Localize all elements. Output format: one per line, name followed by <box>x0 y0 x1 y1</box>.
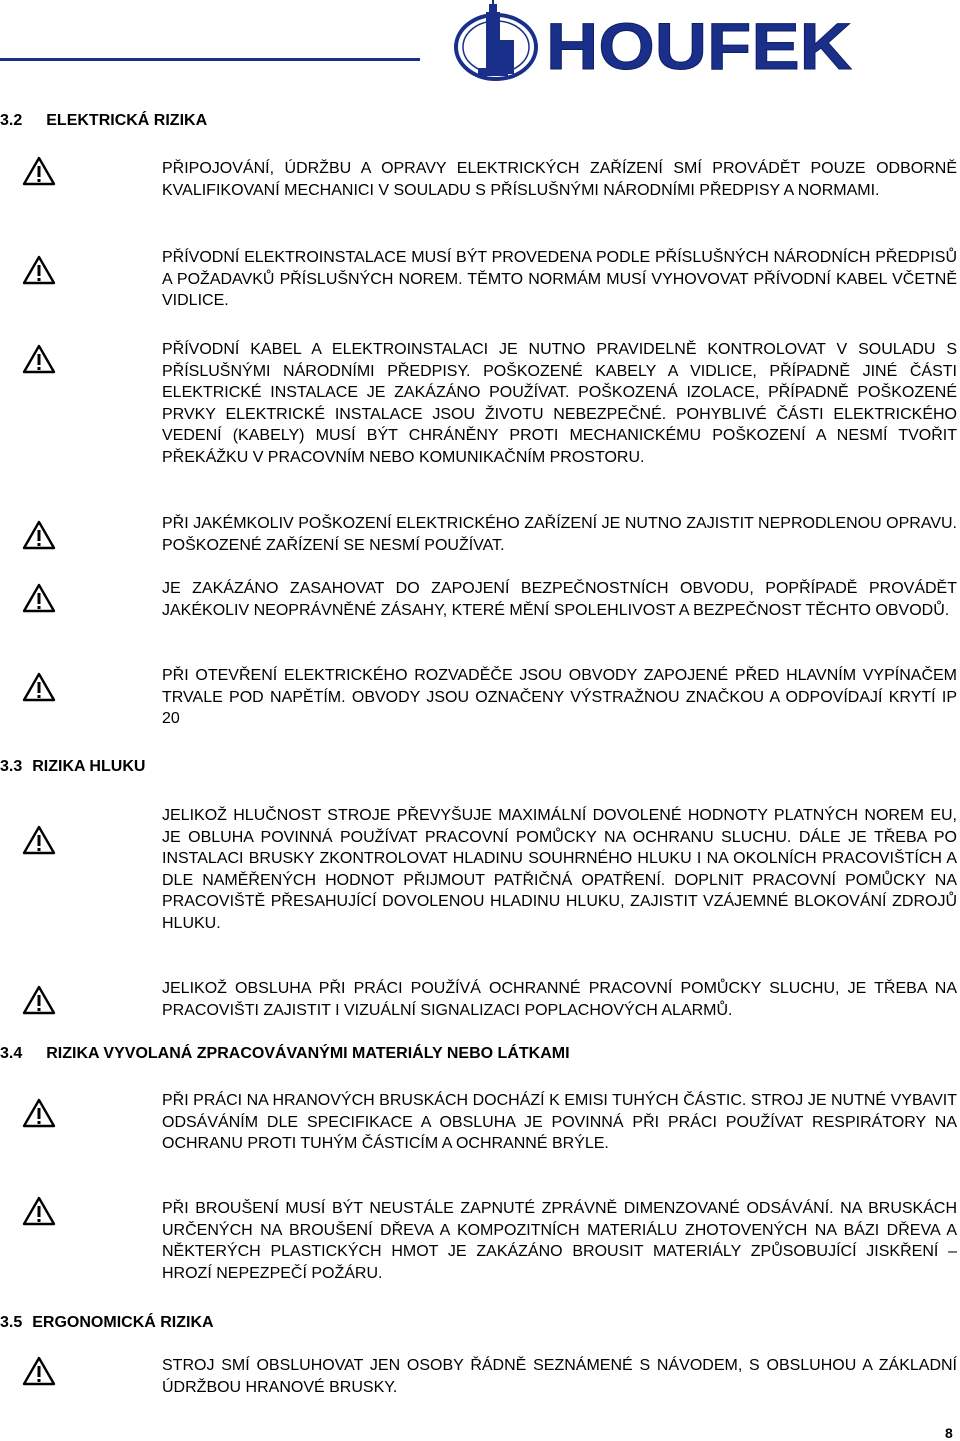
paragraph: PŘI OTEVŘENÍ ELEKTRICKÉHO ROZVADĚČE JSOU OBVODY ZAPOJENÉ PŘED HLAVNÍM VYPÍNAČEM TRVALE POD NAPĚTÍM. OBVODY JSOU OZNAČENY VÝSTRAŽNOU ZNAČKOU A ODPOVÍDAJÍ KRYTÍ IP 20 <box>162 667 957 728</box>
warning-triangle-icon <box>22 255 56 285</box>
company-logo <box>428 0 858 82</box>
section-heading: 3.3 RIZIKA HLUKU <box>0 758 146 775</box>
section-heading: 3.5 ERGONOMICKÁ RIZIKA <box>0 1314 214 1331</box>
section-heading: 3.2 ELEKTRICKÁ RIZIKA <box>0 112 208 129</box>
warning-triangle-icon <box>22 1196 56 1226</box>
paragraph: PŘI JAKÉMKOLIV POŠKOZENÍ ELEKTRICKÉHO ZAŘÍZENÍ JE NUTNO ZAJISTIT NEPRODLENOU OPRAVU. POŠKOZENÉ ZAŘÍZENÍ SE NESMÍ POUŽÍVAT. <box>162 515 957 554</box>
warning-triangle-icon <box>22 672 56 702</box>
warning-triangle-icon <box>22 985 56 1015</box>
header-rule <box>0 58 420 61</box>
paragraph: STROJ SMÍ OBSLUHOVAT JEN OSOBY ŘÁDNĚ SEZNÁMENÉ S NÁVODEM, S OBSLUHOU A ZÁKLADNÍ ÚDRŽBOU HRANOVÉ BRUSKY. <box>162 1357 957 1396</box>
paragraph: JE ZAKÁZÁNO ZASAHOVAT DO ZAPOJENÍ BEZPEČNOSTNÍCH OBVODU, POPŘÍPADĚ PROVÁDĚT JAKÉKOLIV NEOPRÁVNĚNÉ ZÁSAHY, KTERÉ MĚNÍ SPOLEHLIVOST A BEZPEČNOST TĚCHTO OBVODŮ. <box>162 580 957 619</box>
warning-triangle-icon <box>22 825 56 855</box>
paragraph: PŘI BROUŠENÍ MUSÍ BÝT NEUSTÁLE ZAPNUTÉ ZPRÁVNĚ DIMENZOVANÉ ODSÁVÁNÍ. NA BRUSKÁCH URČENÝCH NA BROUŠENÍ DŘEVA A KOMPOZITNÍCH MATERIÁLU ZHOTOVENÝCH NA BÁZI DŘEVA A NĚKTERÝCH PLASTICKÝCH HMOT JE ZAKÁZÁNO BROUSIT MATERIÁLY ZPŮSOBUJÍCÍ JISKŘENÍ – HROZÍ NEPEZPEČÍ POŽÁRU. <box>162 1200 957 1282</box>
warning-triangle-icon <box>22 520 56 550</box>
tower-emblem <box>456 0 536 79</box>
section-heading: 3.4 RIZIKA VYVOLANÁ ZPRACOVÁVANÝMI MATERIÁLY NEBO LÁTKAMI <box>0 1045 570 1062</box>
paragraph: PŘI PRÁCI NA HRANOVÝCH BRUSKÁCH DOCHÁZÍ K EMISI TUHÝCH ČÁSTIC. STROJ JE NUTNÉ VYBAVIT ODSÁVÁNÍM DLE SPECIFIKACE A OBSLUHA JE POVINNÁ PŘI PRÁCI POUŽÍVAT RESPIRÁTORY NA OCHRANU PROTI TUHÝM ČÁSTICÍM A OCHRANNÉ BRÝLE. <box>162 1092 957 1153</box>
warning-triangle-icon <box>22 1098 56 1128</box>
warning-triangle-icon <box>22 344 56 374</box>
paragraph: PŘÍVODNÍ ELEKTROINSTALACE MUSÍ BÝT PROVEDENA PODLE PŘÍSLUŠNÝCH NÁRODNÍCH PŘEDPISŮ A POŽADAVKŮ PŘÍSLUŠNÝCH NOREM. TĚMTO NORMÁM MUSÍ VYHOVOVAT PŘÍVODNÍ KABEL VČETNĚ VIDLICE. <box>162 249 957 310</box>
paragraph: JELIKOŽ OBSLUHA PŘI PRÁCI POUŽÍVÁ OCHRANNÉ PRACOVNÍ POMŮCKY SLUCHU, JE TŘEBA NA PRACOVIŠTI ZAJISTIT I VIZUÁLNÍ SIGNALIZACI POPLACHOVÝCH ALARMŮ. <box>162 980 957 1019</box>
warning-triangle-icon <box>22 1356 56 1386</box>
logo-text: HOUFEK <box>546 9 853 82</box>
warning-triangle-icon <box>22 583 56 613</box>
page-number: 8 <box>945 1425 953 1441</box>
warning-triangle-icon <box>22 156 56 186</box>
paragraph: JELIKOŽ HLUČNOST STROJE PŘEVYŠUJE MAXIMÁLNÍ DOVOLENÉ HODNOTY PLATNÝCH NOREM EU, JE OBLUHA POVINNÁ POUŽÍVAT PRACOVNÍ POMŮCKY NA OCHRANU SLUCHU. DÁLE JE TŘEBA PO INSTALACI BRUSKY ZKONTROLOVAT HLADINU SOUHRNÉHO HLUKU I NA OKOLNÍCH PRACOVIŠTÍCH A DLE NAMĚŘENÝCH HODNOT PŘIJMOUT PATŘIČNÁ OPATŘENÍ. DOPLNIT PRACOVNÍ POMŮCKY NA PRACOVIŠTĚ PŘESAHUJÍCÍ DOVOLENOU HLADINU HLUKU, ZAJISTIT VZÁJEMNÉ BLOKOVÁNÍ ZDROJŮ HLUKU. <box>162 807 957 932</box>
paragraph: PŘIPOJOVÁNÍ, ÚDRŽBU A OPRAVY ELEKTRICKÝCH ZAŘÍZENÍ SMÍ PROVÁDĚT POUZE ODBORNĚ KVALIFIKOVANÍ MECHANICI V SOULADU S PŘÍSLUŠNÝMI NÁRODNÍMI PŘEDPISY A NORMAMI. <box>162 160 957 199</box>
paragraph: PŘÍVODNÍ KABEL A ELEKTROINSTALACI JE NUTNO PRAVIDELNĚ KONTROLOVAT V SOULADU S PŘÍSLUŠNÝMI NÁRODNÍMI PŘEDPISY. POŠKOZENÉ KABELY A VIDLICE, PŘÍPADNĚ JINÉ ČÁSTI ELEKTRICKÉ INSTALACE JE ZAKÁZÁNO POUŽÍVAT. POŠKOZENÁ IZOLACE, PŘÍPADNĚ POŠKOZENÉ PRVKY ELEKTRICKÉ INSTALACE JSOU ŽIVOTU NEBEZPEČNÉ. POHYBLIVÉ ČÁSTI ELEKTRICKÉHO VEDENÍ (KABELY) MUSÍ BÝT CHRÁNĚNY PROTI MECHANICKÉMU POŠKOZENÍ A NESMÍ TVOŘIT PŘEKÁŽKU V PRACOVNÍM NEBO KOMUNIKAČNÍM PROSTORU. <box>162 341 957 466</box>
